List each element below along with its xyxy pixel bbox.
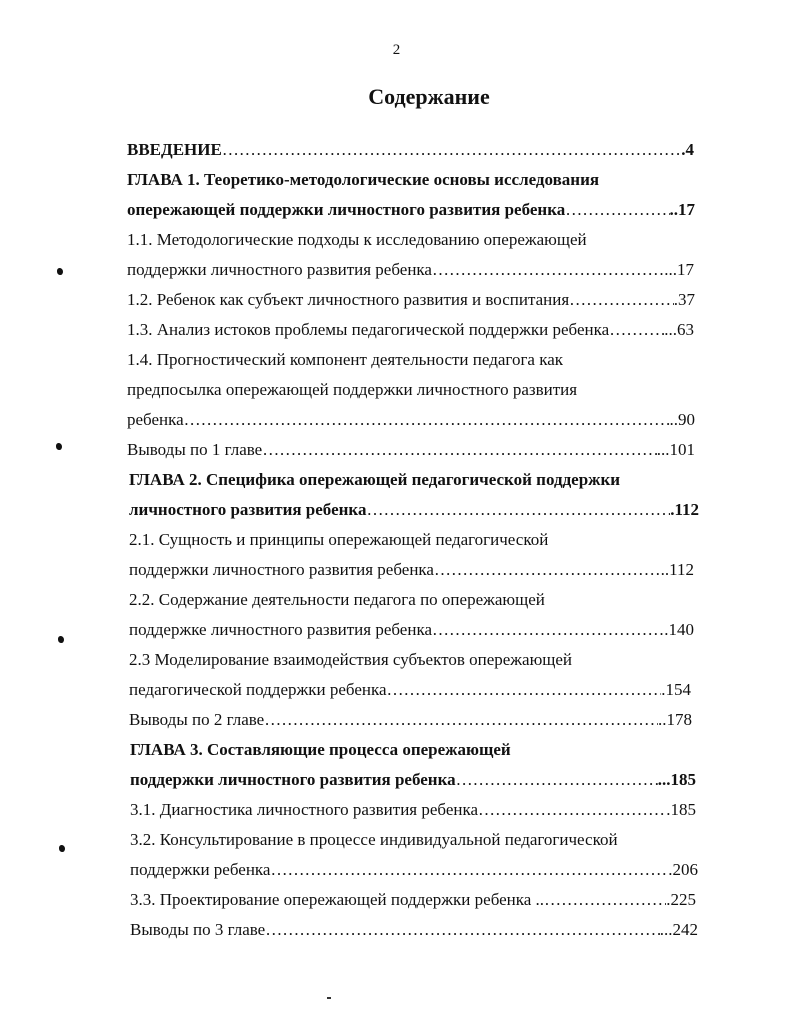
scan-mark: [58, 636, 64, 643]
toc-chapter-heading: ГЛАВА 2. Специфика опережающей педагогической поддержки: [129, 470, 621, 489]
toc-entry-text: 1.2. Ребенок как субъект личностного развития и воспитания: [127, 290, 570, 309]
dot-leader: [222, 139, 681, 161]
toc-entry-text: личностного развития ребенка: [129, 500, 367, 519]
toc-page-number: ...185: [657, 770, 696, 789]
toc-entry: [127, 289, 695, 311]
toc-entry-text: 3.1. Диагностика личностного развития ребенка: [130, 800, 479, 819]
toc-entry: [129, 499, 699, 521]
scan-mark: [327, 997, 331, 999]
toc-page-number: ...17: [664, 260, 694, 279]
toc-entry-text: 1.3. Анализ истоков проблемы педагогической поддержки ребенка: [127, 320, 610, 339]
toc-page-number: ..178: [658, 710, 692, 729]
dot-leader: [262, 439, 657, 461]
toc-page-number: .4: [681, 140, 694, 159]
dot-leader: [366, 499, 670, 521]
toc-page-number: ...63: [664, 320, 694, 339]
toc-page-number: ..90: [669, 410, 695, 429]
toc-entry: [127, 439, 695, 461]
dot-leader: [432, 619, 664, 641]
toc-entry-text: поддержки личностного развития ребенка: [127, 260, 432, 279]
toc-page-number: .185: [666, 800, 696, 819]
dot-leader: [434, 559, 661, 581]
toc-entry-text: 1.1. Методологические подходы к исследованию опережающей: [127, 230, 587, 249]
page-number: 2: [392, 42, 401, 58]
toc-entry-text: ВВЕДЕНИЕ: [127, 140, 222, 159]
toc-entry-text: 3.3. Проектирование опережающей поддержки ребенка ..: [130, 890, 545, 909]
dot-leader: [184, 409, 670, 431]
dot-leader: [270, 859, 668, 881]
toc-entry: [127, 199, 695, 221]
toc-entry-text: 2.2. Содержание деятельности педагога по опережающей: [129, 590, 545, 609]
toc-page-number: .140: [664, 620, 694, 639]
toc-entry: [127, 409, 695, 431]
toc-entry-text: опережающей поддержки личностного развития ребенка: [127, 200, 566, 219]
dot-leader: [432, 259, 664, 281]
toc-entry: [130, 859, 698, 881]
toc-page-number: ..112: [660, 560, 694, 579]
toc-entry-text: поддержки личностного развития ребенка: [130, 770, 456, 789]
toc-entry: [127, 319, 694, 341]
toc-page-number: .37: [673, 290, 695, 309]
toc-entry-text: поддержке личностного развития ребенка: [129, 620, 432, 639]
toc-chapter-heading: ГЛАВА 3. Составляющие процесса опережающей: [130, 740, 511, 759]
scan-mark: [57, 268, 63, 275]
toc-entry: [129, 709, 692, 731]
dot-leader: [569, 289, 674, 311]
dot-leader: [609, 319, 664, 341]
toc-entry-text: педагогической поддержки ребенка: [129, 680, 387, 699]
toc-entry-text: 3.2. Консультирование в процессе индивидуальной педагогической: [130, 830, 618, 849]
toc-entry: [130, 799, 696, 821]
toc-entry: [130, 889, 696, 911]
toc-page-number: .112: [670, 500, 699, 519]
dot-leader: [264, 709, 658, 731]
toc-entry-introduction: [127, 139, 694, 161]
toc-page-number: ..17: [669, 200, 695, 219]
dot-leader: [544, 889, 666, 911]
toc-page-number: .154: [661, 680, 691, 699]
toc-page-number: .225: [666, 890, 696, 909]
dot-leader: [456, 769, 658, 791]
toc-entry-text: поддержки личностного развития ребенка: [129, 560, 434, 579]
toc-entry-text: 2.1. Сущность и принципы опережающей педагогической: [129, 530, 549, 549]
toc-page-number: ...101: [656, 440, 695, 459]
dot-leader: [565, 199, 669, 221]
toc-entry: [130, 769, 696, 791]
toc-entry-text: Выводы по 3 главе: [130, 920, 266, 939]
toc-entry: [130, 919, 698, 941]
toc-chapter-heading: ГЛАВА 1. Теоретико-методологические основы исследования: [127, 170, 600, 189]
dot-leader: [265, 919, 660, 941]
toc-page-number: ...242: [659, 920, 698, 939]
toc-entry: [127, 259, 694, 281]
scan-mark: [59, 845, 65, 852]
toc-entry-text: предпосылка опережающей поддержки личностного развития: [127, 380, 578, 399]
toc-entry: [129, 559, 694, 581]
toc-entry-text: Выводы по 1 главе: [127, 440, 263, 459]
toc-entry-text: поддержки ребенка: [130, 860, 271, 879]
toc-entry: [129, 679, 691, 701]
toc-entry-text: Выводы по 2 главе: [129, 710, 265, 729]
scan-mark: [56, 443, 62, 450]
toc-page-number: .206: [668, 860, 698, 879]
toc-entry-text: ребенка: [127, 410, 184, 429]
toc-entry-text: 2.3 Моделирование взаимодействия субъектов опережающей: [129, 650, 573, 669]
page-title: Содержание: [368, 84, 490, 109]
dot-leader: [387, 679, 662, 701]
toc-entry: [129, 619, 694, 641]
dot-leader: [478, 799, 666, 821]
toc-entry-text: 1.4. Прогностический компонент деятельности педагога как: [127, 350, 564, 369]
